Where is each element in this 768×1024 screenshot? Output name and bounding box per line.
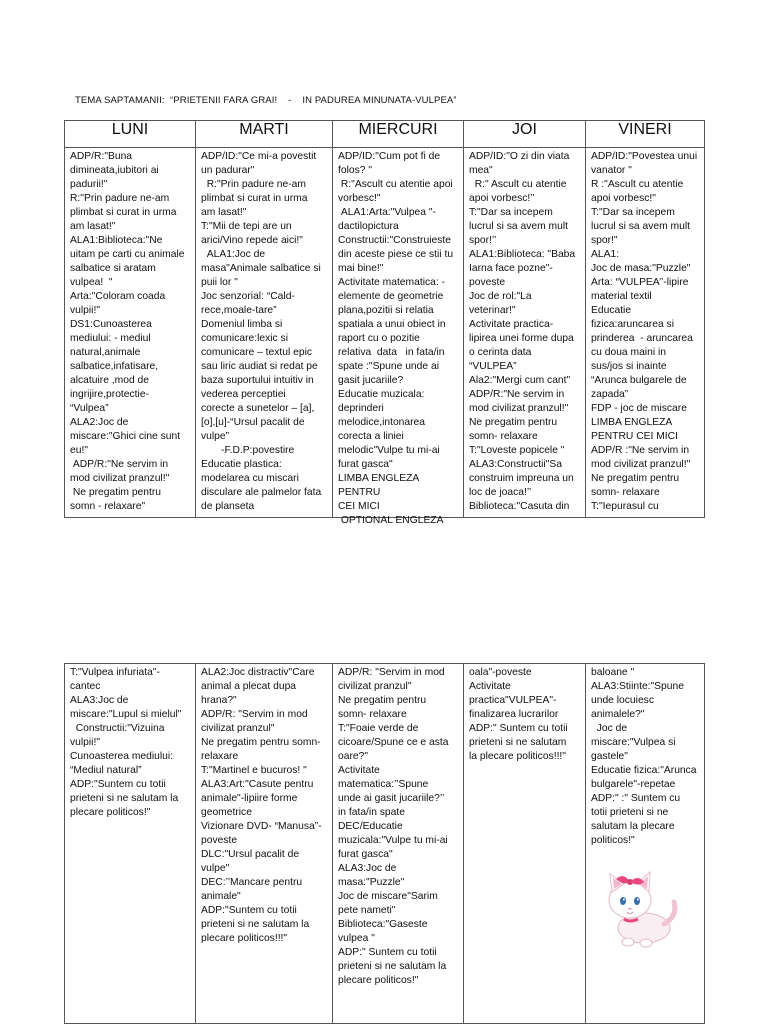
activity-line: mai bine!" bbox=[338, 263, 384, 274]
activity-line: R:"Prin padure ne-am bbox=[201, 179, 306, 190]
activity-line: DEC:’’Mancare pentru bbox=[201, 877, 303, 888]
activity-line: spor!" bbox=[591, 235, 618, 246]
activity-line: melodice,intonarea bbox=[338, 417, 426, 428]
activity-line: ADP/R:"Buna bbox=[70, 151, 133, 162]
activity-line: Ne pregatim pentru bbox=[338, 695, 427, 706]
cell-joi bbox=[464, 148, 586, 518]
activity-line: [o],[u]-“Ursul pacalit de bbox=[201, 417, 305, 428]
activity-line: T:"Iepurasul cu bbox=[591, 501, 659, 512]
activity-line: rece,moale-tare” bbox=[201, 305, 277, 316]
activity-line: material textil bbox=[591, 291, 652, 302]
activity-line: civilizat pranzul" bbox=[201, 723, 275, 734]
activity-line: Joc de miscare"Sarim bbox=[338, 891, 438, 902]
activity-line: vulpii!" bbox=[70, 305, 100, 316]
activity-line: muzicala:"Vulpe tu mi-ai bbox=[338, 835, 448, 846]
activity-line: baza suportului intuitiv in bbox=[201, 375, 314, 386]
activity-line: T:"Vulpea infuriata"- bbox=[70, 667, 160, 678]
activity-line: plecare politicos!!!" bbox=[201, 933, 288, 944]
activity-line: ALA3:Joc de bbox=[338, 863, 397, 874]
activity-line: zapada” bbox=[591, 389, 629, 400]
activity-line: Ne pregatim pentru bbox=[70, 487, 162, 498]
activity-line: pete nameti" bbox=[338, 905, 396, 916]
activity-line: ADP:"Suntem cu totii bbox=[70, 779, 166, 790]
activity-line: furat gasca" bbox=[338, 459, 393, 470]
activity-line: -F.D.P:povestire bbox=[201, 445, 295, 456]
activity-line: FDP - joc de miscare bbox=[591, 403, 687, 414]
cell-vineri-continued bbox=[586, 664, 705, 1024]
activity-line: Joc de masa:"Puzzle" bbox=[591, 263, 691, 274]
activity-line: geometrice bbox=[201, 807, 252, 818]
cell-luni bbox=[65, 148, 196, 518]
activity-line: eu!" bbox=[70, 445, 88, 456]
cat-icon bbox=[609, 872, 675, 947]
activity-line: melodic"Vulpe tu mi-ai bbox=[338, 445, 440, 456]
activity-line: matematica:’’Spune bbox=[338, 779, 429, 790]
day-header-row bbox=[65, 121, 705, 148]
activity-line: ALA1:Arta:"Vulpea "- bbox=[338, 207, 436, 218]
activity-line: finalizarea lucrarilor bbox=[469, 709, 559, 720]
activity-line: lucrul si sa avem mult bbox=[591, 221, 690, 232]
activity-line: construim impreuna un bbox=[469, 473, 574, 484]
activity-line: LIMBA ENGLEZA bbox=[591, 417, 673, 428]
activity-line: uitam pe carti cu animale bbox=[70, 249, 185, 260]
activity-line: cantec bbox=[70, 681, 101, 692]
activity-line: oare?" bbox=[338, 751, 368, 762]
activity-line: lipirea unei forme dupa bbox=[469, 333, 574, 344]
activity-line: vulpea! " bbox=[70, 277, 113, 288]
activity-line: ADP/ID:"Ce mi-a povestit bbox=[201, 151, 317, 162]
activity-line: unde ai gasit jucariile?’’ bbox=[338, 793, 445, 804]
activity-line: “VULPEA” bbox=[469, 361, 517, 372]
cell-joi-continued bbox=[464, 664, 586, 1024]
activity-line: Arta:"Coloram coada bbox=[70, 291, 166, 302]
activity-line: ADP/R :"Ne servim in bbox=[591, 445, 690, 456]
activity-line: plana,pozitii si relatia bbox=[338, 305, 434, 316]
activity-line: plecare politicos!" bbox=[338, 975, 419, 986]
activity-line: Educatie bbox=[591, 305, 632, 316]
cell-marti-continued bbox=[196, 664, 333, 1024]
activity-line: hrana?" bbox=[201, 695, 237, 706]
activity-line: apoi vorbesc!’’ bbox=[469, 193, 535, 204]
activity-line: vulpe" bbox=[201, 863, 230, 874]
cat-illustration bbox=[594, 862, 682, 954]
activity-line: dactilopictura bbox=[338, 221, 399, 232]
activity-line: animalele?" bbox=[591, 709, 645, 720]
day-header-marti: MARTI bbox=[196, 121, 333, 148]
activity-line: Joc senzorial: “Cald- bbox=[201, 291, 295, 302]
activity-line: padurii!" bbox=[70, 179, 108, 190]
activity-line: relaxare bbox=[201, 751, 239, 762]
activity-line: ALA3:Stiinte:"Spune bbox=[591, 681, 684, 692]
activity-line: prinderea - aruncarea bbox=[591, 333, 693, 344]
activity-line: miscare:"Vulpea si bbox=[591, 737, 676, 748]
activity-line: ADP/R: "Servim in mod bbox=[201, 709, 308, 720]
activity-line: R:"Prin padure ne-am bbox=[70, 193, 170, 204]
activity-line: ALA2:Joc distractiv"Care bbox=[201, 667, 315, 678]
activity-line: vorbesc!" bbox=[338, 193, 381, 204]
activity-line: oala"-poveste bbox=[469, 667, 532, 678]
activity-line: ALA1:Joc de bbox=[201, 249, 266, 260]
activity-line: gasit jucariile? bbox=[338, 375, 404, 386]
activity-line: ALA1:Biblioteca: "Baba bbox=[469, 249, 576, 260]
activity-line: dimineata,iubitori ai bbox=[70, 165, 159, 176]
activity-line: Biblioteca:"Gaseste bbox=[338, 919, 428, 930]
activity-line: mod civilizat pranzul!" bbox=[591, 459, 691, 470]
activity-line: T:"Martinel e bucuros! " bbox=[201, 765, 307, 776]
activity-line: LIMBA ENGLEZA PENTRU bbox=[338, 473, 422, 498]
activity-line: alcatuire ,mod de bbox=[70, 375, 149, 386]
activity-line: R:"Ascult cu atentie apoi bbox=[338, 179, 453, 190]
activity-line: relativa data in fata/in bbox=[338, 347, 445, 358]
day-header-vineri: VINERI bbox=[586, 121, 705, 148]
activity-line: Ne pregatim pentru somn- bbox=[201, 737, 321, 748]
activity-line: ADP/R: "Servim in mod bbox=[338, 667, 445, 678]
activity-line: deprinderi bbox=[338, 403, 384, 414]
activity-line: civilizat pranzul" bbox=[338, 681, 412, 692]
activities-row-continued bbox=[65, 664, 705, 1024]
activity-line: masa:"Puzzle" bbox=[338, 877, 405, 888]
activity-line: un padurar" bbox=[201, 165, 255, 176]
activity-line: puii lor " bbox=[201, 277, 238, 288]
activity-line: “Vulpea” bbox=[70, 403, 109, 414]
activity-line: Activitate matematica: - bbox=[338, 277, 446, 288]
activity-line: vederea perceptiei bbox=[201, 389, 286, 400]
activity-line: T:"Dar sa incepem bbox=[591, 207, 675, 218]
activity-line: fizica:aruncarea si bbox=[591, 319, 674, 330]
activity-line: arici/Vino repede aici!" bbox=[201, 235, 303, 246]
activity-line: ALA1: bbox=[591, 249, 620, 260]
activity-line: prieteni si ne salutam bbox=[469, 737, 567, 748]
activity-line: ADP/R:"Ne servim in bbox=[469, 389, 565, 400]
activity-line: ADP/ID:"Cum pot fi de bbox=[338, 151, 441, 162]
activity-line: Domeniul limba si bbox=[201, 319, 283, 330]
activity-line: baloane " bbox=[591, 667, 635, 678]
activity-line: masa"Animale salbatice si bbox=[201, 263, 321, 274]
activity-line: mea" bbox=[469, 165, 493, 176]
activity-line: poveste bbox=[201, 835, 238, 846]
activity-line: salutam la plecare bbox=[591, 821, 675, 832]
activity-line: vanator " bbox=[591, 165, 632, 176]
activity-line: ALA3:Art:"Casute pentru bbox=[201, 779, 314, 790]
activity-line: corecte a sunetelor – [a], bbox=[201, 403, 315, 414]
activity-line: Ala2:"Mergi cum cant" bbox=[469, 375, 571, 386]
activity-line: unde locuiesc bbox=[591, 695, 654, 706]
cell-miercuri bbox=[333, 148, 464, 526]
weekly-plan-table-top bbox=[64, 120, 705, 526]
activity-line: raport cu o pozitie bbox=[338, 333, 420, 344]
activity-line: comunicare:lexic si bbox=[201, 333, 288, 344]
activity-line: vulpe” bbox=[201, 431, 230, 442]
activity-line: prieteni si ne salutam la bbox=[338, 961, 447, 972]
activity-line: totii prieteni si ne bbox=[591, 807, 669, 818]
activity-line: ADP:" Suntem cu totii bbox=[338, 947, 437, 958]
activity-line: gastele" bbox=[591, 751, 628, 762]
activity-line: ADP:"Suntem cu totii bbox=[201, 905, 297, 916]
activity-line: vulpii!" bbox=[70, 737, 100, 748]
cell-luni-continued bbox=[65, 664, 196, 1024]
activity-line: somn - relaxare" bbox=[70, 501, 146, 512]
activity-line: Constructii:"Vizuina bbox=[70, 723, 165, 734]
activity-line: DEC/Educatie bbox=[338, 821, 403, 832]
activity-line: Joc de bbox=[591, 723, 628, 734]
activity-line: loc de joaca!’’ bbox=[469, 487, 532, 498]
activity-line: mod civilizat pranzul!" bbox=[469, 403, 569, 414]
activity-line: Educatie fizica:"Arunca bbox=[591, 765, 697, 776]
day-header-joi: JOI bbox=[464, 121, 586, 148]
activity-line: Constructii:"Construieste bbox=[338, 235, 451, 246]
page-title: TEMA SAPTAMANII: “PRIETENII FARA GRAI! - IN PADUREA MINUNATA-VULPEA” bbox=[75, 95, 457, 106]
activity-line: ADP/R:"Ne servim in bbox=[70, 459, 169, 470]
activity-line: animale"-lipiire forme bbox=[201, 793, 298, 804]
activity-line: Activitate bbox=[338, 765, 380, 776]
cell-marti bbox=[196, 148, 333, 518]
day-header-luni: LUNI bbox=[65, 121, 196, 148]
cell-miercuri-continued bbox=[333, 664, 464, 1024]
activity-line: T:"Dar sa incepem bbox=[469, 207, 553, 218]
activity-line: spor!’’ bbox=[469, 235, 497, 246]
activity-line: Ne pregatim pentru bbox=[469, 417, 558, 428]
activity-line: R:" Ascult cu atentie bbox=[469, 179, 567, 190]
activity-line: o cerinta data bbox=[469, 347, 532, 358]
activity-line: ALA1:Biblioteca:"Ne bbox=[70, 235, 163, 246]
activity-line: miscare:"Lupul si mielul" bbox=[70, 709, 182, 720]
activity-line: ALA3:Joc de bbox=[70, 695, 129, 706]
activity-line: prieteni si ne salutam la bbox=[70, 793, 179, 804]
activities-row bbox=[65, 148, 705, 518]
activity-line: prieteni si ne salutam la bbox=[201, 919, 310, 930]
activity-line: furat gasca" bbox=[338, 849, 393, 860]
activity-line: R :"Ascult cu atentie bbox=[591, 179, 684, 190]
activity-line: modelarea cu miscari bbox=[201, 473, 299, 484]
activity-line: “Arunca bulgarele de bbox=[591, 375, 687, 386]
activity-line: comunicare – textul epic bbox=[201, 347, 313, 358]
activity-line: in fata/in spate bbox=[338, 807, 405, 818]
activity-line: lucrul si sa avem mult bbox=[469, 221, 568, 232]
activity-line: Cunoasterea mediului: bbox=[70, 751, 174, 762]
activity-line: bulgarele"-repetae bbox=[591, 779, 676, 790]
activity-line: corecta a liniei bbox=[338, 431, 404, 442]
activity-line: vulpea " bbox=[338, 933, 375, 944]
activity-line: DS1:Cunoasterea bbox=[70, 319, 152, 330]
activity-line: T:"Loveste popicele " bbox=[469, 445, 565, 456]
activity-line: OPTIONAL ENGLEZA bbox=[338, 515, 444, 526]
activity-line: Iarna face pozne"- bbox=[469, 263, 553, 274]
activity-line: PENTRU CEI MICI bbox=[591, 431, 678, 442]
activity-line: salbatice si aratam bbox=[70, 263, 156, 274]
activity-line: poveste bbox=[469, 277, 506, 288]
activity-line: somn- relaxare bbox=[469, 431, 538, 442]
activity-line: somn- relaxare bbox=[338, 709, 407, 720]
activity-line: folos? " bbox=[338, 165, 372, 176]
activity-line: Biblioteca:"Casuta din bbox=[469, 501, 570, 512]
activity-line: elemente de geometrie bbox=[338, 291, 444, 302]
activity-line: plecare politicos!" bbox=[70, 807, 151, 818]
activity-line: practica"VULPEA"- bbox=[469, 695, 557, 706]
activity-line: animale" bbox=[201, 891, 241, 902]
activity-line: ADP:" :" Suntem cu bbox=[591, 793, 681, 804]
activity-line: sus/jos si inainte bbox=[591, 361, 667, 372]
activity-line: T:"Foaie verde de bbox=[338, 723, 419, 734]
activity-line: Ne pregatim pentru bbox=[591, 473, 680, 484]
activity-line: Joc de rol:"La bbox=[469, 291, 532, 302]
activity-line: DLC:"Ursul pacalit de bbox=[201, 849, 300, 860]
activity-line: spatiala a unui obiect in bbox=[338, 319, 446, 330]
activity-line: Vizionare DVD- “Manusa”- bbox=[201, 821, 322, 832]
activity-line: Educatie plastica: bbox=[201, 459, 282, 470]
activity-line: ALA3:Constructii"Sa bbox=[469, 459, 562, 470]
activity-line: mediului: - mediul bbox=[70, 333, 151, 344]
activity-line: mod civilizat pranzul!" bbox=[70, 473, 170, 484]
activity-line: ADP:" Suntem cu totii bbox=[469, 723, 568, 734]
activity-line: sau liric audiat si redat pe bbox=[201, 361, 318, 372]
activity-line: am lasat!" bbox=[201, 207, 247, 218]
activity-line: CEI MICI bbox=[338, 501, 380, 512]
activity-line: din aceste piese ce stii tu bbox=[338, 249, 454, 260]
activity-line: ADP/ID:"O zi din viata bbox=[469, 151, 570, 162]
activity-line: somn- relaxare bbox=[591, 487, 660, 498]
activity-line: “Mediul natural” bbox=[70, 765, 142, 776]
activity-line: disculare ale palmelor fata bbox=[201, 487, 322, 498]
activity-line: salbatice,infatisare, bbox=[70, 361, 159, 372]
cell-vineri bbox=[586, 148, 705, 518]
activity-line: Activitate practica- bbox=[469, 319, 554, 330]
activity-line: Arta: “VULPEA’’-lipire bbox=[591, 277, 689, 288]
activity-line: politicos!" bbox=[591, 835, 635, 846]
activity-line: Educatie muzicala: bbox=[338, 389, 425, 400]
activity-line: ingrijire,protectie- bbox=[70, 389, 149, 400]
activity-line: Activitate bbox=[469, 681, 511, 692]
activity-line: miscare:"Ghici cine sunt bbox=[70, 431, 181, 442]
day-header-miercuri: MIERCURI bbox=[333, 121, 464, 148]
activity-line: ADP/ID:"Povestea unui bbox=[591, 151, 698, 162]
activity-line: natural,animale bbox=[70, 347, 141, 358]
activity-line: veterinar!" bbox=[469, 305, 516, 316]
activity-line: cicoare/Spune ce e asta bbox=[338, 737, 449, 748]
activity-line: apoi vorbesc!" bbox=[591, 193, 656, 204]
activity-line: plimbat si curat in urma bbox=[70, 207, 177, 218]
activity-line: am lasat!" bbox=[70, 221, 116, 232]
activity-line: ALA2:Joc de bbox=[70, 417, 129, 428]
activity-line: plimbat si curat in urma bbox=[201, 193, 308, 204]
activity-line: cu doua maini in bbox=[591, 347, 666, 358]
activity-line: de planseta bbox=[201, 501, 255, 512]
activity-line: spate :"Spune unde ai bbox=[338, 361, 439, 372]
activity-line: T:"Mii de tepi are un bbox=[201, 221, 292, 232]
weekly-plan-table-continued bbox=[64, 663, 705, 1024]
activity-line: animal a plecat dupa bbox=[201, 681, 297, 692]
activity-line: la plecare politicos!!!" bbox=[469, 751, 566, 762]
